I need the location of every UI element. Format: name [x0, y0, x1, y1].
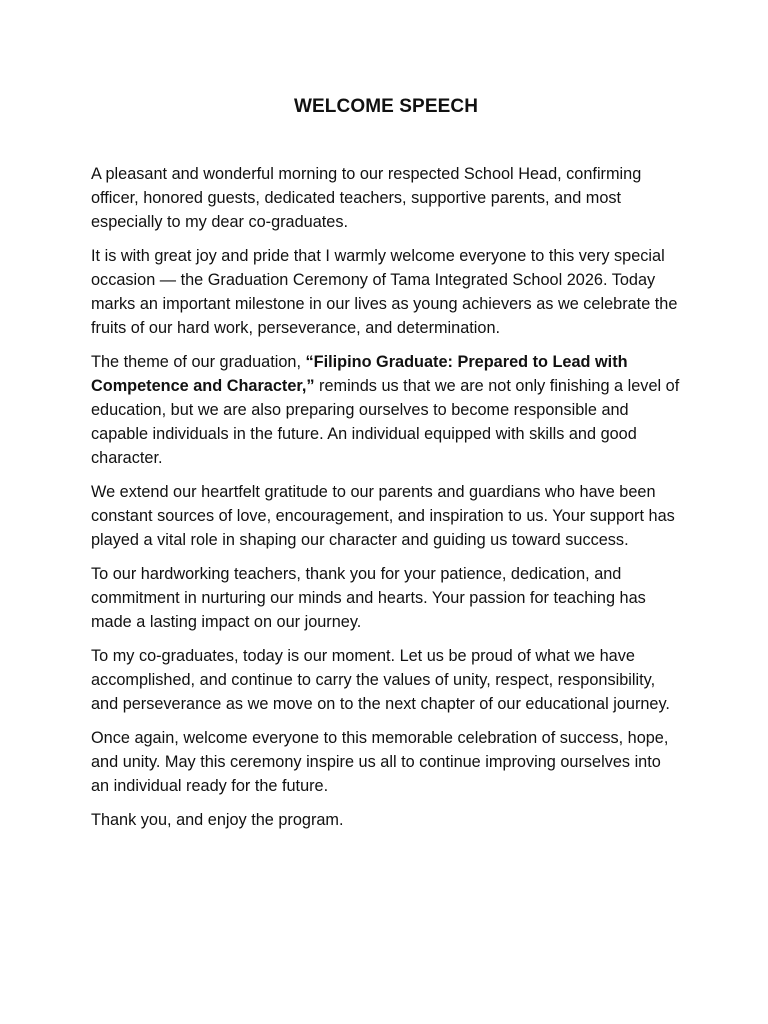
paragraph-welcome: It is with great joy and pride that I warmly welcome everyone to this very special occasion — the Graduation Ceremony of Tama Integrated School 2026. Today marks an important milestone in our lives as young achievers as we celebrate the fruits of our hard work, perseverance, and determination.: [91, 247, 678, 337]
theme-rest-text: reminds us that we are not only finishing a level of education, but we are also preparing ourselves to become responsible and capable individuals in the future. An individual equipped with skills and good character.: [91, 377, 680, 467]
document-page: [91, 94, 681, 842]
paragraph-parents: We extend our heartfelt gratitude to our parents and guardians who have been constant sources of love, encouragement, and inspiration to us. Your support has played a vital role in shaping our character and guiding us toward success.: [91, 483, 675, 549]
paragraph-cograduates: To my co-graduates, today is our moment. Let us be proud of what we have accomplished, and continue to carry the values of unity, respect, responsibility, and perseverance as we move on to the next chapter of our educational journey.: [91, 647, 670, 713]
paragraph-teachers: To our hardworking teachers, thank you for your patience, dedication, and commitment in nurturing our minds and hearts. Your passion for teaching has made a lasting impact on our journey.: [91, 565, 646, 631]
paragraph-theme: [91, 350, 681, 470]
theme-lead-text: The theme of our graduation,: [91, 353, 306, 371]
paragraph-thanks: Thank you, and enjoy the program.: [91, 811, 344, 829]
document-title: WELCOME SPEECH: [293, 96, 479, 117]
paragraph-greeting: A pleasant and wonderful morning to our respected School Head, confirming officer, honored guests, dedicated teachers, supportive parents, and most especially to my dear co-graduates.: [91, 165, 642, 231]
paragraph-closing: Once again, welcome everyone to this memorable celebration of success, hope, and unity. May this ceremony inspire us all to continue improving ourselves into an individual ready for the future.: [91, 729, 669, 795]
theme-title-text: “Filipino Graduate: Prepared to Lead with Competence and Character,”: [91, 353, 628, 395]
